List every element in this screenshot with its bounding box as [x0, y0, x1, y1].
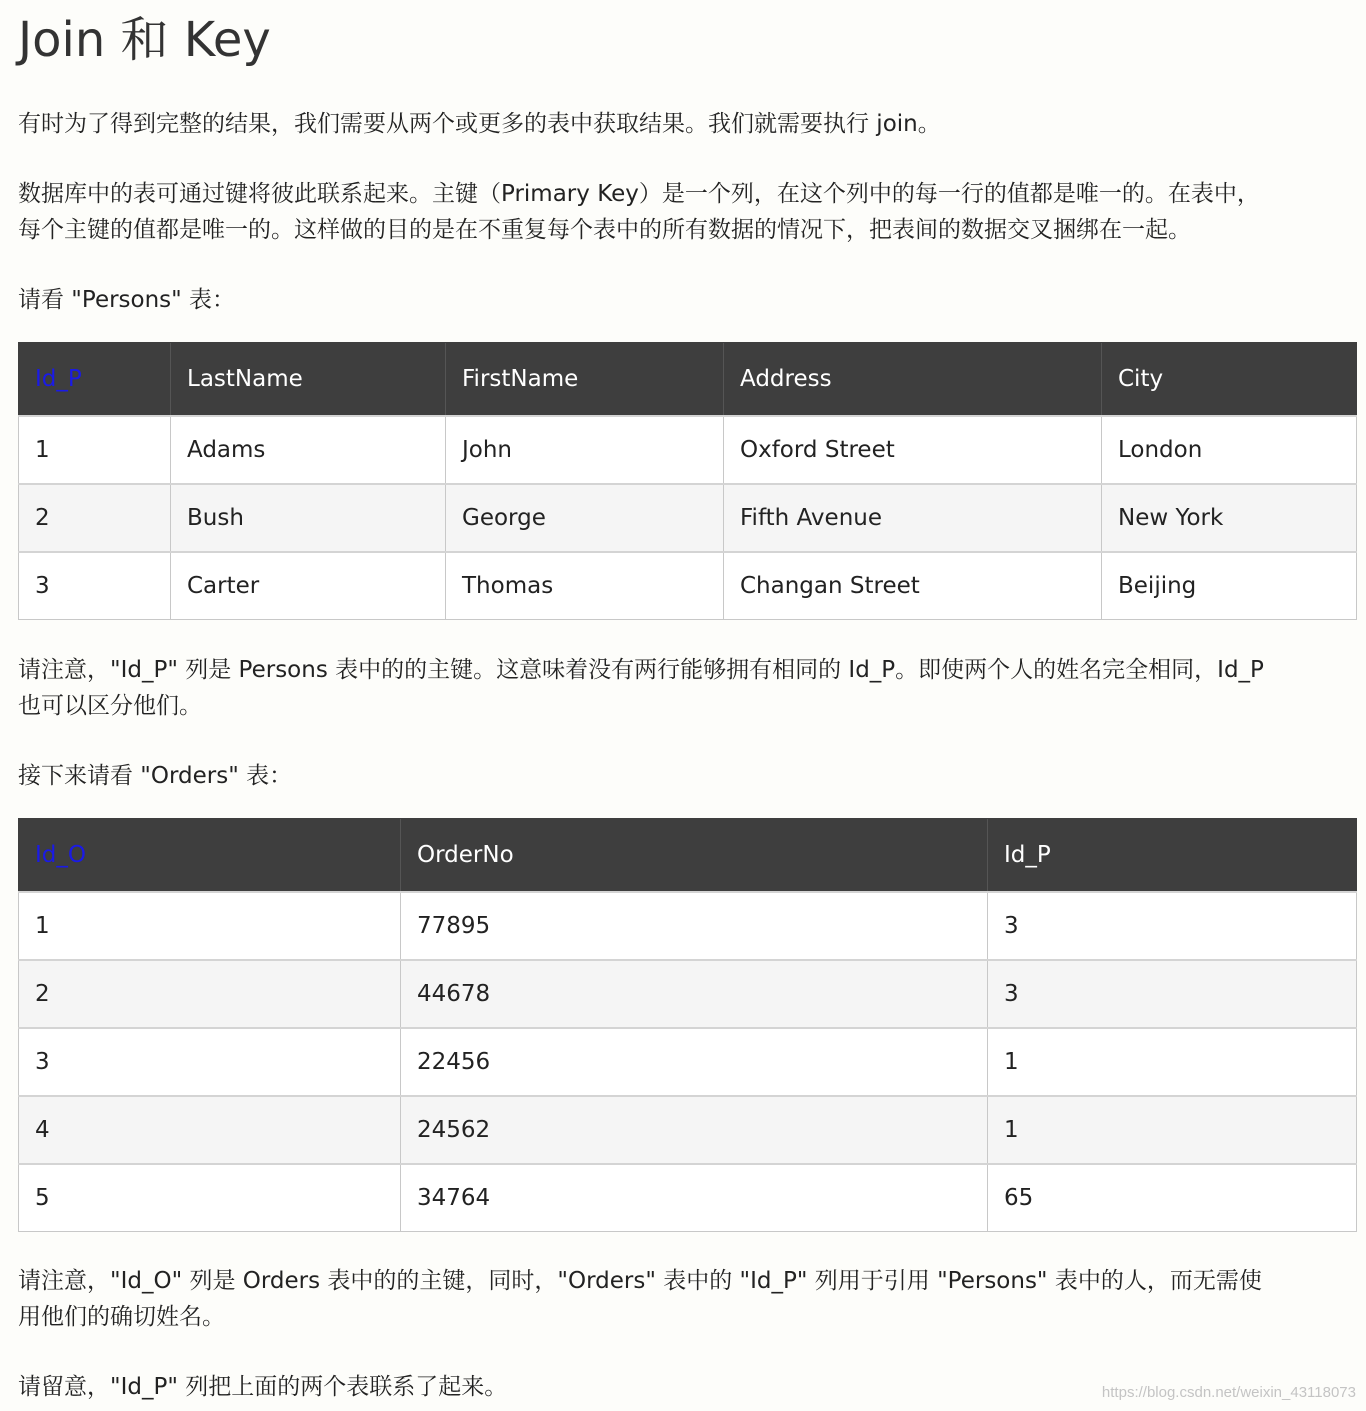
table-cell: 22456	[401, 1028, 988, 1096]
table-cell: 3	[19, 1028, 401, 1096]
keys-paragraph-line-1: 数据库中的表可通过键将彼此联系起来。主键（Primary Key）是一个列，在这个列中的每一行的值都是唯一的。在表中，	[18, 181, 1260, 207]
table-cell: 1	[988, 1028, 1357, 1096]
page-title: Join 和 Key	[18, 12, 271, 68]
table-cell: 2	[19, 960, 401, 1028]
table-row	[19, 1028, 1357, 1096]
table-row	[19, 960, 1357, 1028]
table-cell: 44678	[401, 960, 988, 1028]
table-cell: Beijing	[1102, 552, 1357, 620]
table-cell: Thomas	[446, 552, 724, 620]
table-cell: John	[446, 416, 724, 484]
table-cell: 1	[19, 416, 171, 484]
orders-table	[18, 818, 1357, 1232]
column-header-id-p: Id_P	[19, 343, 171, 417]
column-header-city: City	[1102, 343, 1357, 417]
table-cell: Bush	[171, 484, 446, 552]
table-cell: London	[1102, 416, 1357, 484]
table-cell: 2	[19, 484, 171, 552]
table-cell: 34764	[401, 1164, 988, 1232]
column-header-id-p: Id_P	[988, 819, 1357, 893]
column-header-lastname: LastName	[171, 343, 446, 417]
column-header-address: Address	[724, 343, 1102, 417]
table-cell: 3	[988, 960, 1357, 1028]
table-cell: Adams	[171, 416, 446, 484]
note-ido-line-2: 用他们的确切姓名。	[18, 1304, 225, 1330]
table-cell: 24562	[401, 1096, 988, 1164]
table-row	[19, 416, 1357, 484]
table-row	[19, 1164, 1357, 1232]
table-cell: 5	[19, 1164, 401, 1232]
intro-paragraph: 有时为了得到完整的结果，我们需要从两个或更多的表中获取结果。我们就需要执行 join。	[18, 111, 941, 137]
table-cell: Carter	[171, 552, 446, 620]
table-cell: Changan Street	[724, 552, 1102, 620]
table-cell: Oxford Street	[724, 416, 1102, 484]
table-row	[19, 1096, 1357, 1164]
see-orders-paragraph: 接下来请看 "Orders" 表：	[18, 763, 293, 789]
watermark: https://blog.csdn.net/weixin_43118073	[1101, 1384, 1356, 1401]
table-cell: 1	[19, 892, 401, 960]
table-cell: 65	[988, 1164, 1357, 1232]
keys-paragraph-line-2: 每个主键的值都是唯一的。这样做的目的是在不重复每个表中的所有数据的情况下，把表间的数据交叉捆绑在一起。	[18, 217, 1191, 243]
column-header-orderno: OrderNo	[401, 819, 988, 893]
orders-table-header-row	[19, 819, 1357, 893]
column-header-firstname: FirstName	[446, 343, 724, 417]
table-row	[19, 552, 1357, 620]
table-cell: 3	[988, 892, 1357, 960]
table-cell: 3	[19, 552, 171, 620]
table-row	[19, 892, 1357, 960]
persons-table-header-row	[19, 343, 1357, 417]
table-cell: 4	[19, 1096, 401, 1164]
table-cell: 77895	[401, 892, 988, 960]
table-cell: George	[446, 484, 724, 552]
note-ido-line-1: 请注意，"Id_O" 列是 Orders 表中的的主键，同时，"Orders" 表中的 "Id_P" 列用于引用 "Persons" 表中的人，而无需使	[18, 1268, 1262, 1294]
table-cell: New York	[1102, 484, 1357, 552]
see-persons-paragraph: 请看 "Persons" 表：	[18, 287, 236, 313]
note-link-paragraph: 请留意，"Id_P" 列把上面的两个表联系了起来。	[18, 1374, 508, 1400]
column-header-id-o: Id_O	[19, 819, 401, 893]
note-idp-line-1: 请注意，"Id_P" 列是 Persons 表中的的主键。这意味着没有两行能够拥有相同的 Id_P。即使两个人的姓名完全相同，Id_P	[18, 657, 1264, 683]
note-idp-line-2: 也可以区分他们。	[18, 693, 202, 719]
table-cell: 1	[988, 1096, 1357, 1164]
table-row	[19, 484, 1357, 552]
persons-table	[18, 342, 1357, 620]
table-cell: Fifth Avenue	[724, 484, 1102, 552]
